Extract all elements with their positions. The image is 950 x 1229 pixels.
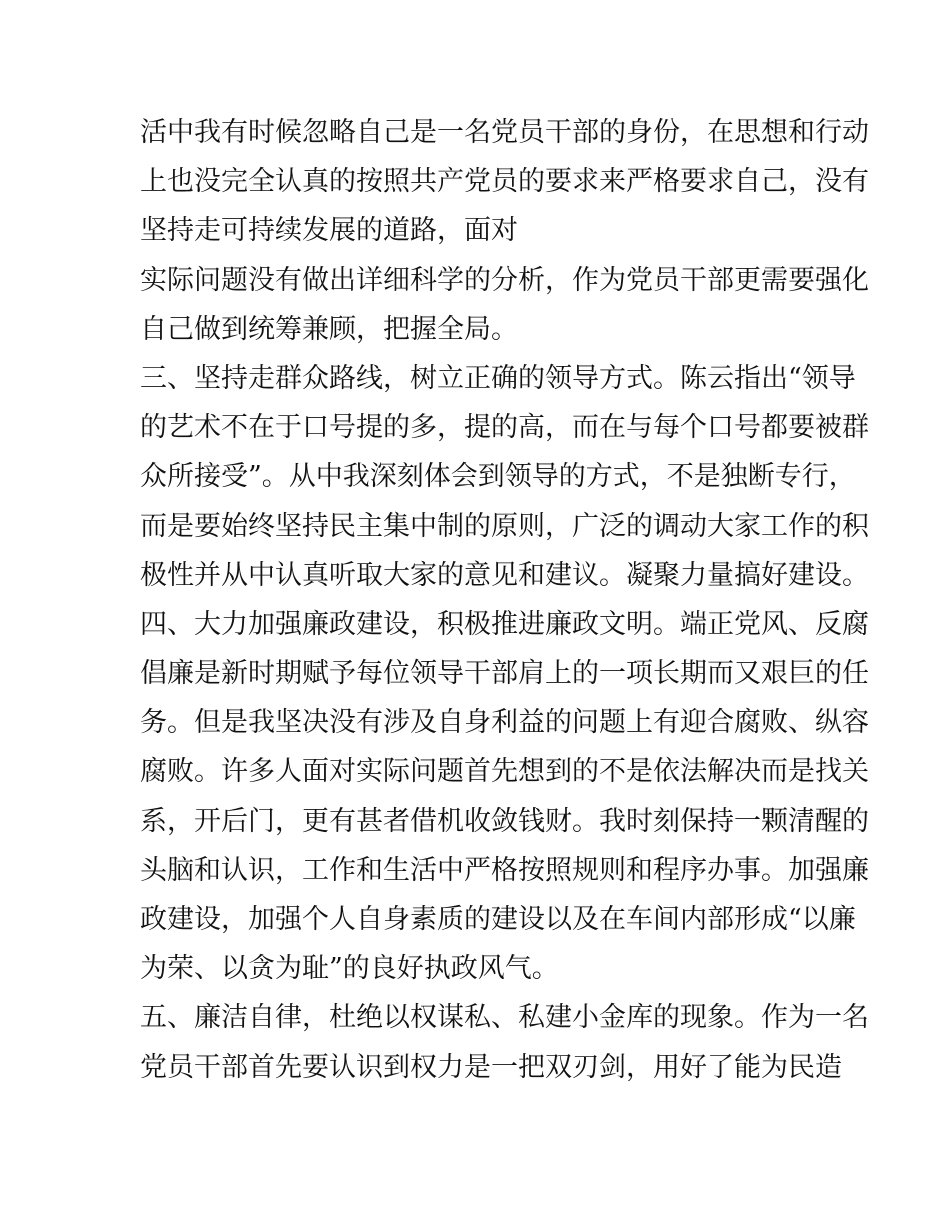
text-line-4: 实际问题没有做出详细科学的分析，作为党员干部更需要强化 [140,264,869,296]
text-line-1: 活中我有时候忽略自己是一名党员干部的身份，在思想和行动 [140,117,869,148]
section-heading-4: 四、大力加强廉政建设，积极推进廉政文明。端正党风、反腐 [140,608,869,640]
text-line-8: 众所接受”。从中我深刻体会到领导的方式，不是独断专行， [140,461,856,493]
text-line-16: 头脑和认识，工作和生活中严格按照规则和程序办事。加强廉 [140,854,869,886]
text-line-12: 倡廉是新时期赋予每位领导干部肩上的一项长期而又艰巨的任 [140,658,869,690]
text-line-5: 自己做到统筹兼顾，把握全局。 [140,313,518,345]
text-line-15: 系，开后门，更有甚者借机收敛钱财。我时刻保持一颗清醒的 [140,805,869,837]
text-line-13: 务。但是我坚决没有涉及自身利益的问题上有迎合腐败、纵容 [140,707,869,739]
text-line-18: 为荣、以贪为耻”的良好执政风气。 [140,953,559,985]
text-line-2: 上也没完全认真的按照共产党员的要求来严格要求自己，没有 [140,166,869,198]
text-line-17: 政建设，加强个人自身素质的建设以及在车间内部形成“以廉 [140,904,856,935]
document-body [140,108,869,1092]
text-line-14: 腐败。许多人面对实际问题首先想到的不是依法解决而是找关 [140,756,869,788]
text-line-3: 坚持走可持续发展的道路，面对 [140,215,518,247]
section-heading-5: 五、廉洁自律，杜绝以权谋私、私建小金库的现象。作为一名 [140,1002,869,1034]
text-line-10: 极性并从中认真听取大家的意见和建议。凝聚力量搞好建设。 [140,559,869,591]
text-line-9: 而是要始终坚持民主集中制的原则，广泛的调动大家工作的积 [140,510,869,542]
text-line-7: 的艺术不在于口号提的多，提的高，而在与每个口号都要被群 [140,412,869,444]
section-heading-3: 三、坚持走群众路线，树立正确的领导方式。陈云指出“领导 [140,362,856,394]
text-line-20: 党员干部首先要认识到权力是一把双刃剑，用好了能为民造 [140,1051,842,1083]
